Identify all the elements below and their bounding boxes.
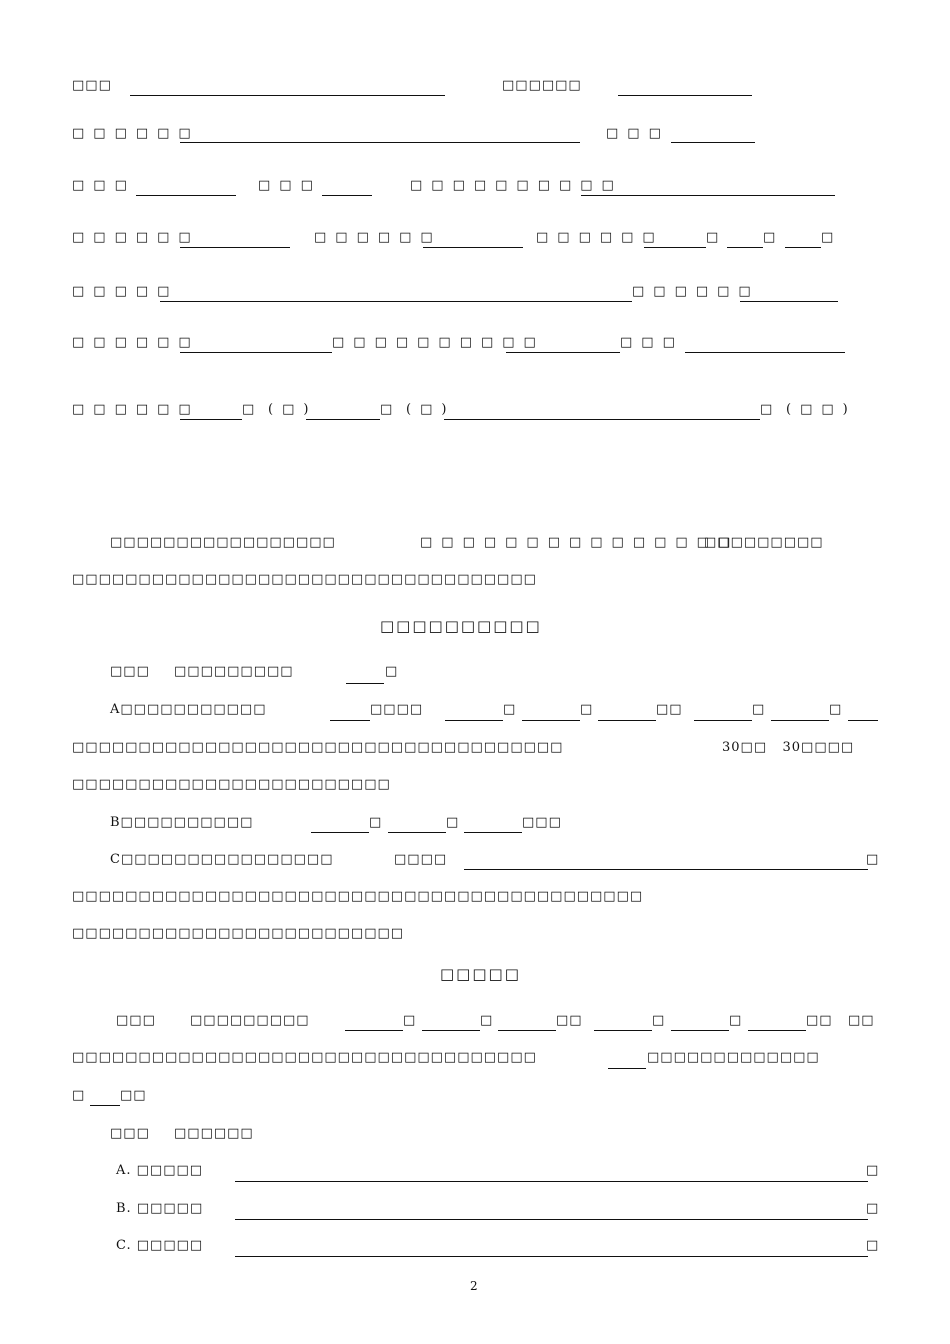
fill-in-blank[interactable] <box>235 1181 868 1182</box>
fill-in-blank[interactable] <box>423 247 523 248</box>
separator: □ <box>580 702 593 717</box>
question-text: □□ □□ <box>806 1013 875 1028</box>
fill-in-blank[interactable] <box>581 195 835 196</box>
fill-in-blank[interactable] <box>771 720 829 721</box>
fill-in-blank[interactable] <box>644 247 706 248</box>
question-number: □□□ <box>116 1013 156 1028</box>
question-text: □□□□□□□□□□□□□ <box>647 1050 820 1065</box>
separator: □ <box>829 702 842 717</box>
separator: □ <box>503 702 516 717</box>
field-label: □□□□□ <box>72 284 179 299</box>
unit-label: □ <box>760 402 773 417</box>
fill-in-blank[interactable] <box>422 1030 480 1031</box>
separator: □ <box>446 815 459 830</box>
section-heading: □□□□□□□□□□ <box>380 617 542 635</box>
fill-in-blank[interactable] <box>608 1068 646 1069</box>
option-b-label: B. □□□□□ <box>116 1201 204 1216</box>
field-label: □□□□□□ <box>72 126 200 141</box>
fill-in-blank[interactable] <box>740 301 838 302</box>
fill-in-blank[interactable] <box>671 1030 729 1031</box>
option-a-text: A□□□□□□□□□□□ <box>110 702 267 717</box>
fill-in-blank[interactable] <box>235 1219 868 1220</box>
fill-in-blank[interactable] <box>748 1030 806 1031</box>
unit-label: (□) <box>406 402 456 417</box>
line-end: □ <box>866 1201 879 1216</box>
fill-in-blank[interactable] <box>180 247 290 248</box>
intro-text: □□□□□□□□□□□□□□□ <box>420 535 740 550</box>
unit-label: □ <box>706 230 719 245</box>
field-label: □□□ <box>606 126 670 141</box>
field-label: □□□□□□ <box>632 284 760 299</box>
separator: □□ <box>556 1013 583 1028</box>
fill-in-blank[interactable] <box>444 419 760 420</box>
option-b-text: □□□ <box>522 815 562 830</box>
option-a-text: □□□□□□□□□□□□□□□□□□□□□□□□ <box>72 777 391 792</box>
fill-in-blank[interactable] <box>694 720 752 721</box>
separator: □ <box>652 1013 665 1028</box>
option-b-text: B□□□□□□□□□□ <box>110 815 254 830</box>
separator: □ <box>480 1013 493 1028</box>
unit-label: □ <box>380 402 393 417</box>
unit-label: (□) <box>268 402 318 417</box>
fill-in-blank[interactable] <box>180 142 580 143</box>
fill-in-blank[interactable] <box>388 832 446 833</box>
fill-in-blank[interactable] <box>345 1030 403 1031</box>
fill-in-blank[interactable] <box>727 247 763 248</box>
separator: □□ <box>656 702 683 717</box>
fill-in-blank[interactable] <box>180 352 332 353</box>
intro-text: □□□□□□□□□□□□□□□□□□□□□□□□□□□□□□□□□□□ <box>72 572 537 587</box>
option-c-text: □□□□ <box>394 852 448 867</box>
field-label: □□□□□□□□□□ <box>410 178 623 193</box>
fill-in-blank[interactable] <box>671 142 755 143</box>
field-label: □□□□□□ <box>72 335 200 350</box>
fill-in-blank[interactable] <box>130 95 445 96</box>
field-label: □□□ <box>72 78 112 93</box>
section-heading: □□□□□ <box>440 965 521 983</box>
separator: □ <box>729 1013 742 1028</box>
unit-label: (□□) <box>786 402 857 417</box>
separator: □ <box>752 702 765 717</box>
option-a-text: 30□□ 30□□□□ <box>722 740 855 755</box>
line-end: □ <box>866 1238 879 1253</box>
fill-in-blank[interactable] <box>506 352 620 353</box>
fill-in-blank[interactable] <box>618 95 752 96</box>
option-a-text: □□□□□□□□□□□□□□□□□□□□□□□□□□□□□□□□□□□□□ <box>72 740 564 755</box>
option-c-text: □ <box>866 852 879 867</box>
question-text: □ <box>385 664 398 679</box>
question-text: □□□□□□□□□□□□□□□□□□□□□□□□□□□□□□□□□□□ <box>72 1050 537 1065</box>
option-a-label: A. □□□□□ <box>116 1163 204 1178</box>
separator: □ <box>369 815 382 830</box>
option-c-text: □□□□□□□□□□□□□□□□□□□□□□□□□ <box>72 926 405 941</box>
fill-in-blank[interactable] <box>90 1105 120 1106</box>
field-label: □□□□□□ <box>72 230 200 245</box>
question-text: □□□□□□ <box>174 1126 254 1141</box>
field-label: □□□□□□ <box>502 78 582 93</box>
fill-in-blank[interactable] <box>785 247 821 248</box>
fill-in-blank[interactable] <box>522 720 580 721</box>
fill-in-blank[interactable] <box>322 195 372 196</box>
fill-in-blank[interactable] <box>445 720 503 721</box>
question-number: □□□ <box>110 1126 150 1141</box>
intro-text: □□□□□□□□□□□□□□□□□ <box>110 535 336 550</box>
line-end: □ <box>866 1163 879 1178</box>
fill-in-blank[interactable] <box>464 869 868 870</box>
question-text: □ <box>72 1088 85 1103</box>
fill-in-blank[interactable] <box>685 352 845 353</box>
field-label: □□□ <box>72 178 136 193</box>
fill-in-blank[interactable] <box>464 832 522 833</box>
question-text: □□ <box>120 1088 147 1103</box>
option-a-text: □□□□ <box>370 702 424 717</box>
fill-in-blank[interactable] <box>594 1030 652 1031</box>
unit-label: □ <box>763 230 776 245</box>
fill-in-blank[interactable] <box>180 419 242 420</box>
field-label: □□□□□□ <box>314 230 442 245</box>
unit-label: □ <box>242 402 255 417</box>
fill-in-blank[interactable] <box>598 720 656 721</box>
option-c-text: C□□□□□□□□□□□□□□□□ <box>110 852 334 867</box>
fill-in-blank[interactable] <box>136 195 236 196</box>
fill-in-blank[interactable] <box>160 301 632 302</box>
fill-in-blank[interactable] <box>346 683 384 684</box>
fill-in-blank[interactable] <box>848 720 878 721</box>
page-number: 2 <box>470 1279 478 1293</box>
field-label: □□□□□□ <box>72 402 200 417</box>
question-text: □□□□□□□□□ <box>190 1013 310 1028</box>
question-text: □□□□□□□□□ <box>174 664 294 679</box>
field-label: □□□□□□ <box>536 230 664 245</box>
option-c-label: C. □□□□□ <box>116 1238 204 1253</box>
fill-in-blank[interactable] <box>498 1030 556 1031</box>
field-label: □□□ <box>620 335 684 350</box>
fill-in-blank[interactable] <box>306 419 380 420</box>
fill-in-blank[interactable] <box>311 832 369 833</box>
intro-text: □□□□□□□□□ <box>704 535 824 550</box>
field-label: □□□ <box>258 178 322 193</box>
fill-in-blank[interactable] <box>235 1256 868 1257</box>
question-number: □□□ <box>110 664 150 679</box>
unit-label: □ <box>821 230 834 245</box>
fill-in-blank[interactable] <box>330 720 370 721</box>
option-c-text: □□□□□□□□□□□□□□□□□□□□□□□□□□□□□□□□□□□□□□□□□□□ <box>72 889 644 904</box>
separator: □ <box>403 1013 416 1028</box>
field-label: □□□□□□□□□□ <box>332 335 545 350</box>
